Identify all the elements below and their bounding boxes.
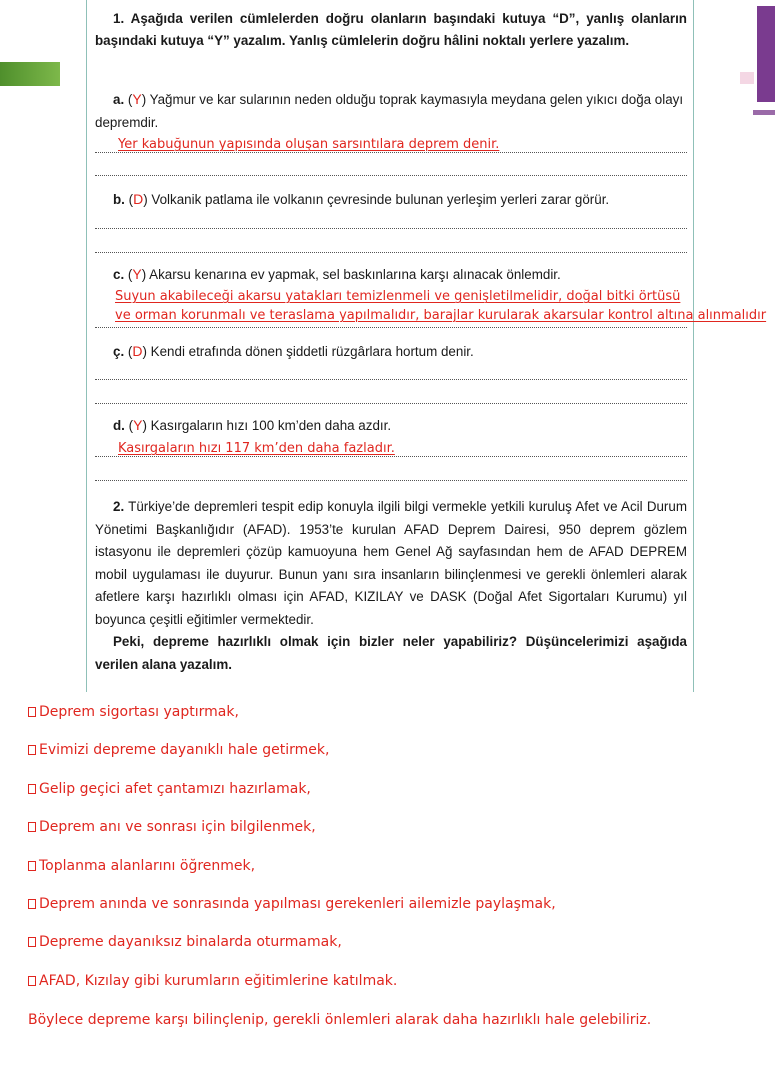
q2-text: Türkiye’de depremleri tespit edip konuyla ilgili bilgi vermekle yetkili kuruluş Afet ve Acil Durum Yönetimi Başkanlığıdır (AFAD). 1953’te kurulan AFAD Deprem Dairesi, 950 deprem gözlem istasyonu ile depremleri çözüp kamuoyuna hem Genel Ağ sayfasından hem de AFAD DEPREM mobil uygulaması ile duyurur. Bunun yanı sıra insanların bilinçlenmesi ve gerekli önlemleri alarak afetlere karşı hazırlıklı olması için AFAD, KIZILAY ve DASK (Doğal Afet Sigortaları Kurumu) yıl boyunca çeşitli eğitimler vermektedir. [95, 499, 687, 627]
checkbox-icon [28, 784, 36, 794]
answer-list-item: Deprem sigortası yaptırmak, [28, 704, 239, 720]
item-text: Yağmur ve kar sularının neden olduğu toprak kaymasıyla meydana gelen yıkıcı doğa olayı depremdir. [95, 92, 684, 130]
q1-item-c-cedilla: ç. (D) Kendi etrafında dönen şiddetli rüzgârlara hortum denir. [113, 343, 474, 359]
answer-conclusion: Böylece depreme karşı bilinçlenip, gerekli önlemleri alarak daha hazırlıklı hale gelebiliriz. [28, 1012, 652, 1028]
q1-instruction [95, 8, 687, 52]
answer-mark: D [132, 343, 143, 359]
item-letter: c. [113, 267, 125, 282]
checkbox-icon [28, 976, 36, 986]
q1-item-c: c. (Y) Akarsu kenarına ev yapmak, sel baskınlarına karşı alınacak önlemdir. [113, 266, 561, 282]
decorative-purple-line [753, 110, 775, 115]
q1-item-a: a. (Y) Yağmur ve kar sularının neden olduğu toprak kaymasıyla meydana gelen yıkıcı doğa olayı depremdir. [95, 91, 684, 130]
q2-number: 2. [113, 499, 125, 514]
q2-paragraph [95, 496, 687, 676]
q1-item-b: b. (D) Volkanik patlama ile volkanın çevresinde bulunan yerleşim yerleri zarar görür. [113, 191, 610, 207]
answer-dotted-line[interactable] [95, 175, 687, 176]
item-letter: b. [113, 192, 125, 207]
answer-mark: Y [132, 266, 142, 282]
answer-mark: Y [133, 417, 143, 433]
answer-list-item: AFAD, Kızılay gibi kurumların eğitimlerine katılmak. [28, 973, 397, 989]
answer-list-item: Depreme dayanıksız binalarda oturmamak, [28, 934, 342, 950]
checkbox-icon [28, 899, 36, 909]
answer-dotted-line[interactable] [95, 456, 687, 457]
answer-text: Kasırgaların hızı 117 km’den daha fazladır. [118, 441, 395, 456]
answer-list-item: Toplanma alanlarını öğrenmek, [28, 858, 255, 874]
item-letter: a. [113, 92, 125, 107]
checkbox-icon [28, 861, 36, 871]
answer-text: Yer kabuğunun yapısında oluşan sarsıntılara deprem denir. [118, 137, 500, 152]
item-text: Akarsu kenarına ev yapmak, sel baskınlarına karşı alınacak önlemdir. [149, 267, 561, 282]
q1-number: 1. [113, 11, 125, 26]
checkbox-icon [28, 707, 36, 717]
decorative-green-tab [0, 62, 60, 86]
decorative-purple-bar [757, 6, 775, 102]
answer-list-item: Deprem anında ve sonrasında yapılması gerekenleri ailemizle paylaşmak, [28, 896, 556, 912]
answer-text: ve orman korunmalı ve teraslama yapılmalıdır, barajlar kurularak akarsular kontrol altına alınmalıdır [115, 308, 767, 323]
checkbox-icon [28, 822, 36, 832]
item-letter: ç. [113, 344, 125, 359]
answer-text: Suyun akabileceği akarsu yatakları temizlenmeli ve genişletilmelidir, doğal bitki örtüsü [115, 289, 681, 304]
checkbox-icon [28, 745, 36, 755]
decorative-pink-block [740, 72, 754, 84]
checkbox-icon [28, 937, 36, 947]
answer-list-item: Deprem anı ve sonrası için bilgilenmek, [28, 819, 316, 835]
item-letter: d. [113, 418, 125, 433]
answer-dotted-line[interactable] [95, 403, 687, 404]
q2-question: Peki, depreme hazırlıklı olmak için bizler neler yapabiliriz? Düşüncelerimizi aşağıda verilen alana yazalım. [95, 634, 687, 672]
answer-dotted-line[interactable] [95, 379, 687, 380]
answer-dotted-line[interactable] [95, 252, 687, 253]
q1-instruction-text: Aşağıda verilen cümlelerden doğru olanların başındaki kutuya “D”, yanlış olanların başındaki kutuya “Y” yazalım. Yanlış cümlelerin doğru hâlini noktalı yerlere yazalım. [95, 11, 687, 48]
q1-item-d: d. (Y) Kasırgaların hızı 100 km’den daha azdır. [113, 417, 392, 433]
answer-mark: D [133, 191, 144, 207]
answer-dotted-line[interactable] [95, 152, 687, 153]
item-text: Kasırgaların hızı 100 km’den daha azdır. [150, 418, 392, 433]
answer-dotted-line[interactable] [95, 480, 687, 481]
answer-dotted-line[interactable] [95, 228, 687, 229]
answer-list-item: Gelip geçici afet çantamızı hazırlamak, [28, 781, 311, 797]
answer-dotted-line[interactable] [95, 327, 687, 328]
item-text: Kendi etrafında dönen şiddetli rüzgârlara hortum denir. [150, 344, 474, 359]
item-text: Volkanik patlama ile volkanın çevresinde bulunan yerleşim yerleri zarar görür. [151, 192, 610, 207]
answer-mark: Y [132, 91, 142, 107]
answer-list-item: Evimizi depreme dayanıklı hale getirmek, [28, 742, 329, 758]
